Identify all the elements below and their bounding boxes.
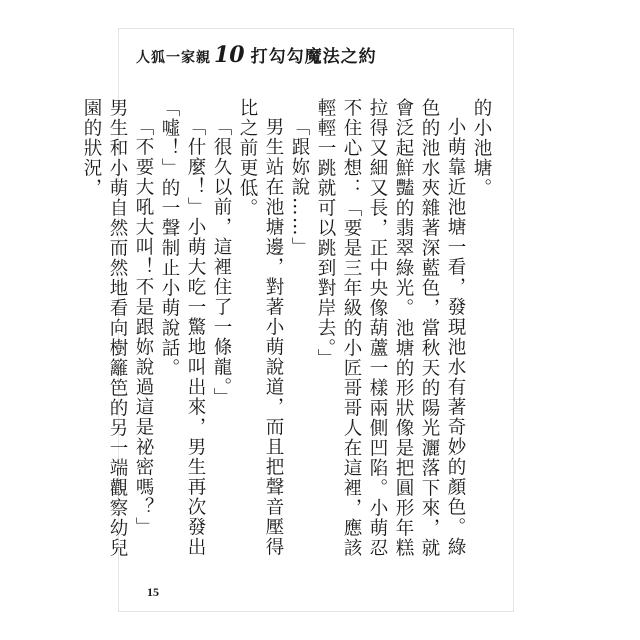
paragraph: 的小池塘。 <box>471 98 492 198</box>
page-number: 15 <box>147 585 159 599</box>
chapter-title: 打勾勾魔法之約 <box>250 47 377 67</box>
volume-number: 10 <box>214 42 245 68</box>
paragraph: 男生和小萌自然而然地看向樹籬笆的另一端觀察幼兒園的狀況， <box>81 98 128 558</box>
paragraph: 「很久以前，這裡住了一條龍。」 <box>211 116 232 408</box>
paragraph: 小萌靠近池塘一看，發現池水有著奇妙的顏色。綠色的池水夾雜著深藍色，當秋天的陽光灑落下來，就會泛起鮮豔的翡翠綠光。池塘的形狀像是把圓形年糕拉得又細又長，正中央像葫蘆一樣兩側凹陷。小萌忍不住心想：「要是三年級的小匠哥哥人在這裡，應該輕輕一跳就可以跳到對岸去。」 <box>315 98 466 558</box>
paragraph: 「不要大吼大叫！不是跟妳說過這是祕密嗎？」 <box>133 116 154 537</box>
paragraph: 男生站在池塘邊，對著小萌說道，而且把聲音壓得比之前更低。 <box>237 98 284 557</box>
running-header <box>136 42 377 72</box>
series-title: 人狐一家親 <box>136 50 211 66</box>
paragraph: 「跟妳說……」 <box>289 116 310 257</box>
paragraph: 「什麼！」小萌大吃一驚地叫出來，男生再次發出「噓！」的一聲制止小萌說話。 <box>159 98 206 557</box>
body-text <box>81 98 494 568</box>
